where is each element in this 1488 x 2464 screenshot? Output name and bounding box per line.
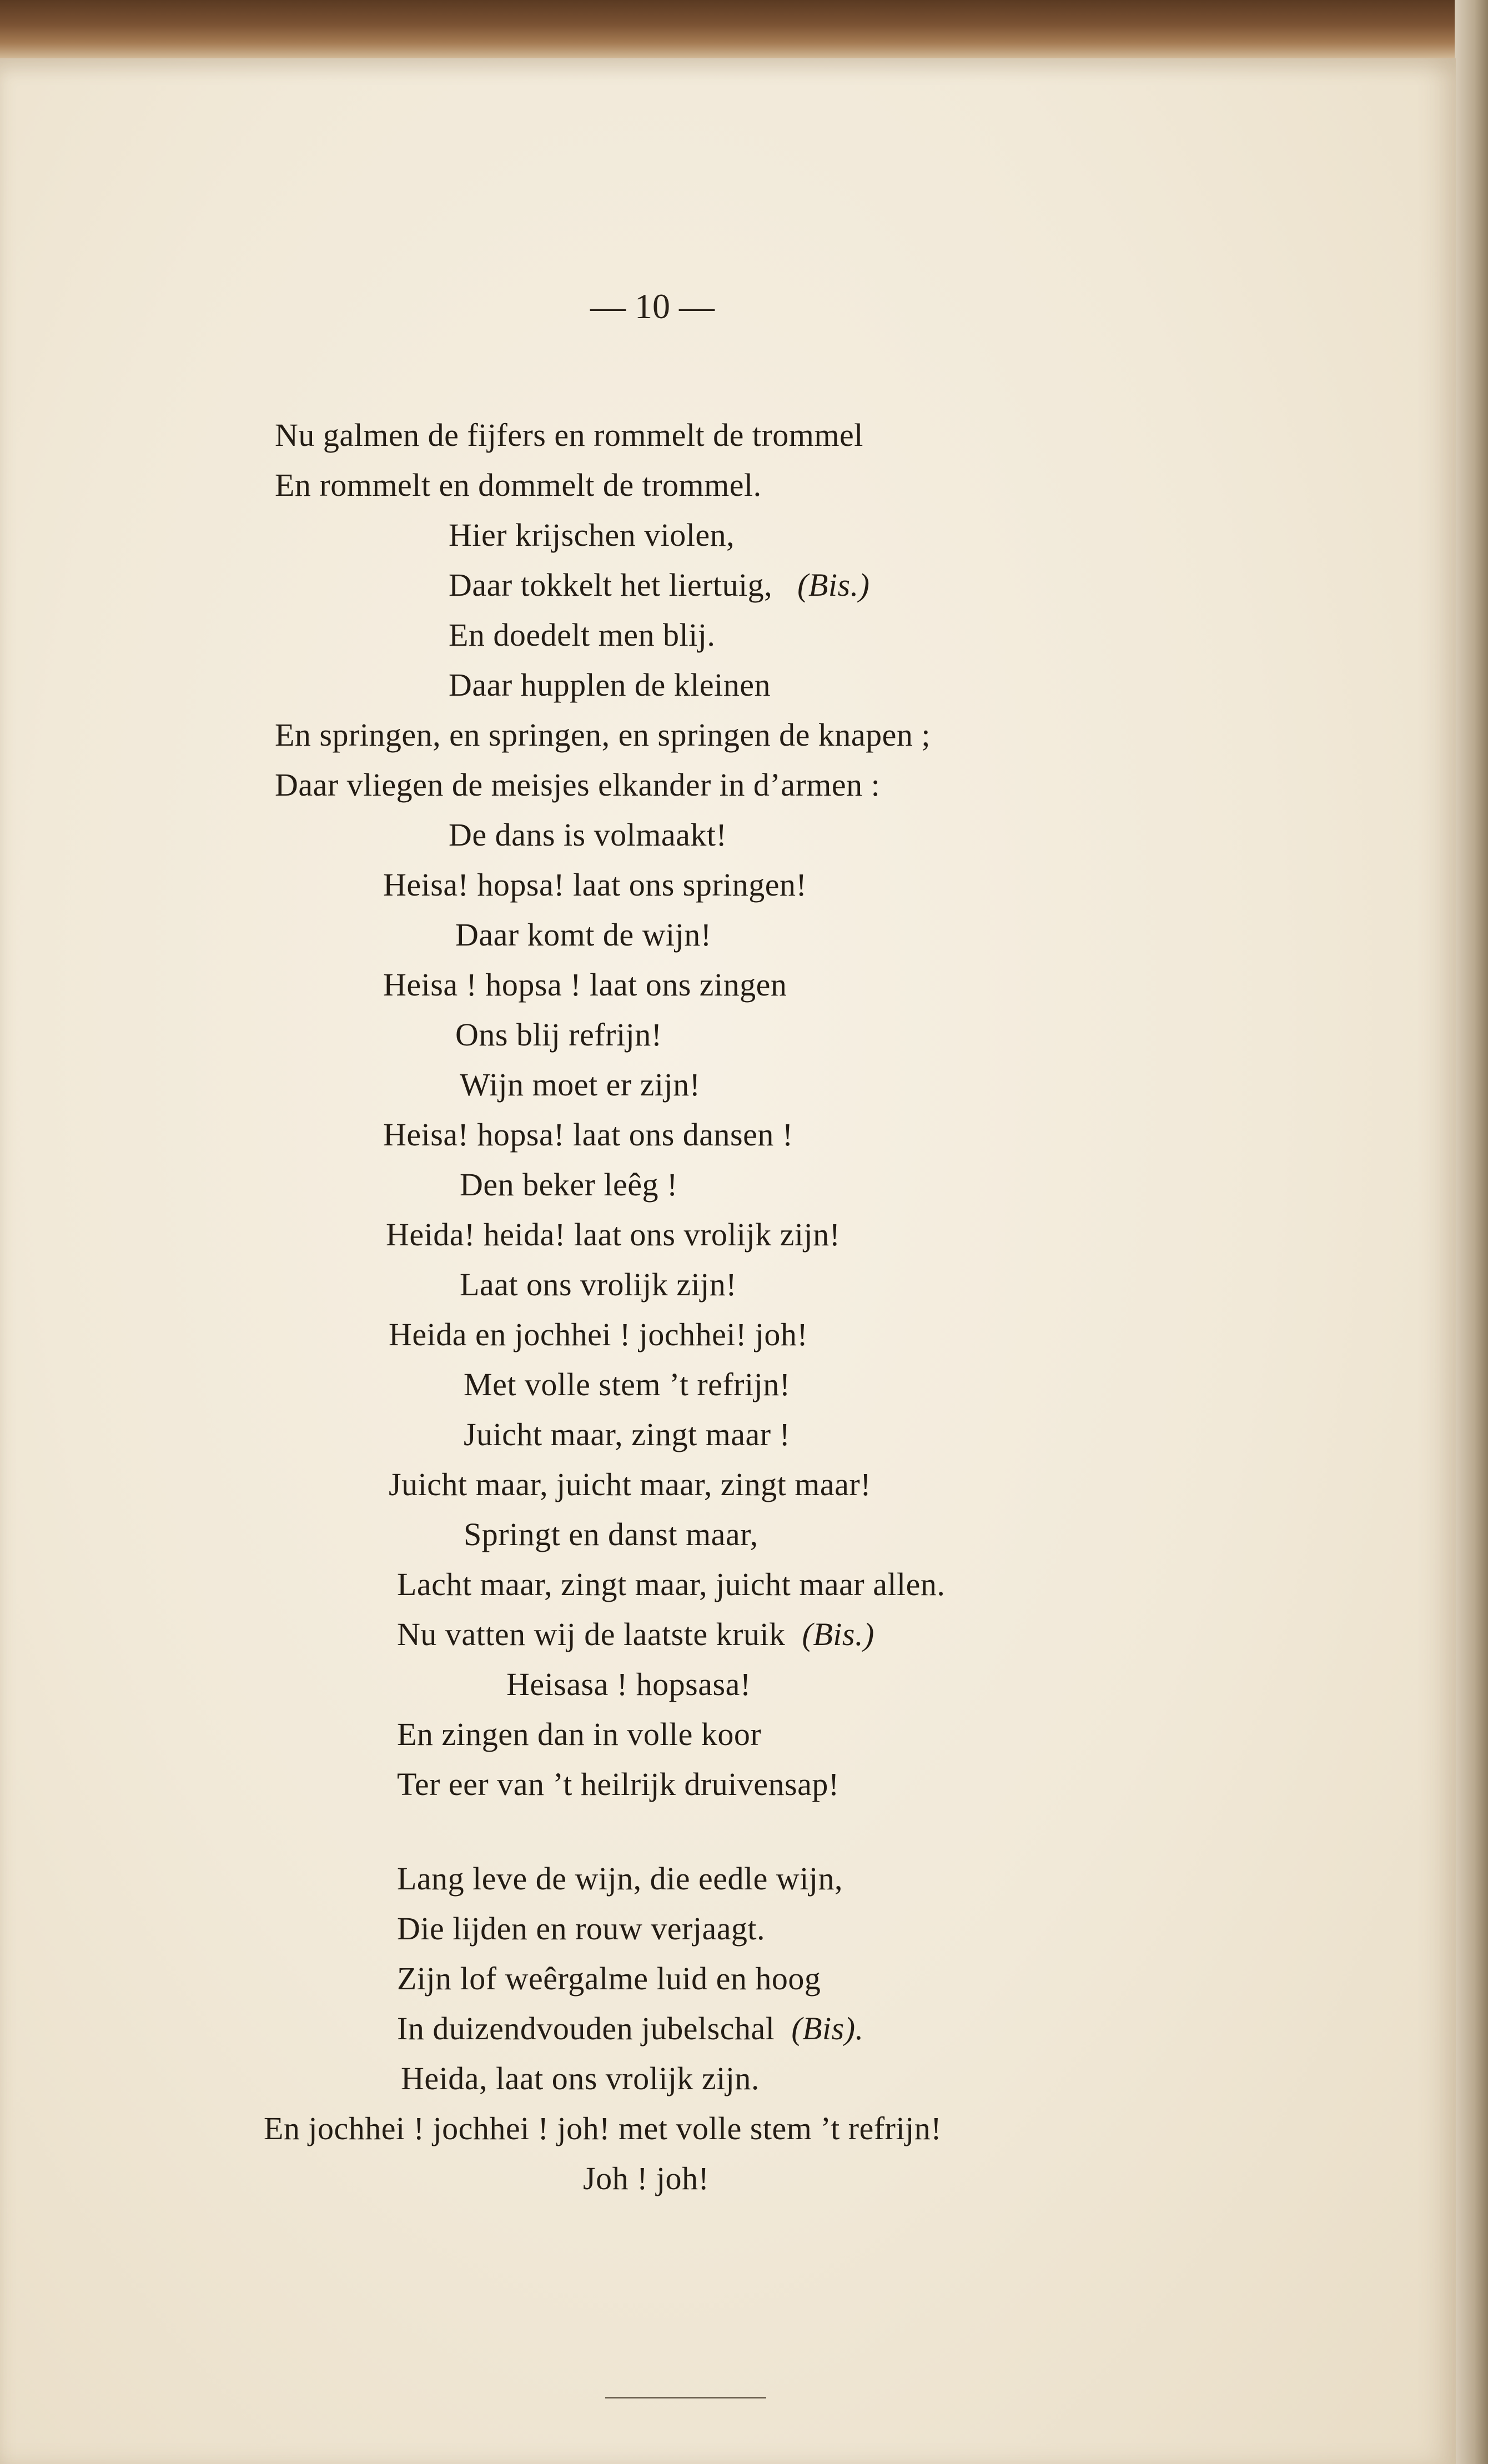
poem-line: Met volle stem ’t refrijn!: [464, 1366, 791, 1402]
poem-line: Lacht maar, zingt maar, juicht maar allen.: [397, 1566, 946, 1602]
poem-line: Juicht maar, zingt maar !: [464, 1416, 791, 1452]
poem-line: En doedelt men blij.: [449, 617, 716, 653]
poem-line: Daar vliegen de meisjes elkander in d’armen :: [275, 767, 881, 803]
poem-line: Wijn moet er zijn!: [460, 1067, 701, 1103]
poem-line: Heisa! hopsa! laat ons dansen !: [383, 1117, 793, 1153]
bis-marker: (Bis).: [791, 2010, 864, 2046]
book-binding-top: [0, 0, 1488, 61]
poem-line: Heisa ! hopsa ! laat ons zingen: [383, 967, 787, 1003]
poem-line: Springt en danst maar,: [464, 1516, 758, 1552]
poem-line: Juicht maar, juicht maar, zingt maar!: [389, 1466, 872, 1502]
poem-line: Ons blij refrijn!: [455, 1017, 662, 1053]
poem-line: De dans is volmaakt!: [449, 817, 727, 853]
poem-line: Die lijden en rouw verjaagt.: [397, 1910, 766, 1947]
bis-marker: (Bis.): [802, 1616, 874, 1652]
poem-line: Hier krijschen violen,: [449, 517, 735, 553]
poem-line: En zingen dan in volle koor: [397, 1716, 762, 1752]
poem-line: Laat ons vrolijk zijn!: [460, 1266, 737, 1303]
poem-line: Heida en jochhei ! jochhei! joh!: [389, 1316, 808, 1352]
poem-line: Daar komt de wijn!: [455, 917, 712, 953]
bis-marker: (Bis.): [797, 567, 870, 603]
poem-line: Ter eer van ’t heilrijk druivensap!: [397, 1766, 839, 1802]
poem-line: Lang leve de wijn, die eedle wijn,: [397, 1860, 843, 1897]
poem-line: Joh ! joh!: [583, 2160, 710, 2196]
poem-line: Heisa! hopsa! laat ons springen!: [383, 867, 807, 903]
poem-line: In duizendvouden jubelschal (Bis).: [397, 2010, 864, 2046]
poem-line: Heida, laat ons vrolijk zijn.: [401, 2060, 760, 2096]
book-page: [0, 58, 1456, 2464]
page-number: — 10 —: [590, 286, 715, 326]
poem-line: Zijn lof weêrgalme luid en hoog: [397, 1960, 821, 1997]
closing-rule: [605, 2397, 766, 2398]
poem-line: En jochhei ! jochhei ! joh! met volle stem ’t refrijn!: [264, 2110, 942, 2146]
poem-line: Daar tokkelt het liertuig, (Bis.): [449, 567, 870, 603]
poem-line: Heisasa ! hopsasa!: [506, 1666, 751, 1702]
poem-line: Heida! heida! laat ons vrolijk zijn!: [386, 1216, 841, 1253]
poem-line: Nu vatten wij de laatste kruik (Bis.): [397, 1616, 874, 1652]
poem-line: Den beker leêg !: [460, 1166, 678, 1203]
poem-line: En springen, en springen, en springen de knapen ;: [275, 717, 931, 753]
poem-line: En rommelt en dommelt de trommel.: [275, 467, 762, 503]
poem-line: Daar hupplen de kleinen: [449, 667, 771, 703]
poem-line: Nu galmen de fijfers en rommelt de trommel: [275, 417, 863, 453]
book-binding-edge: [1455, 0, 1488, 2464]
